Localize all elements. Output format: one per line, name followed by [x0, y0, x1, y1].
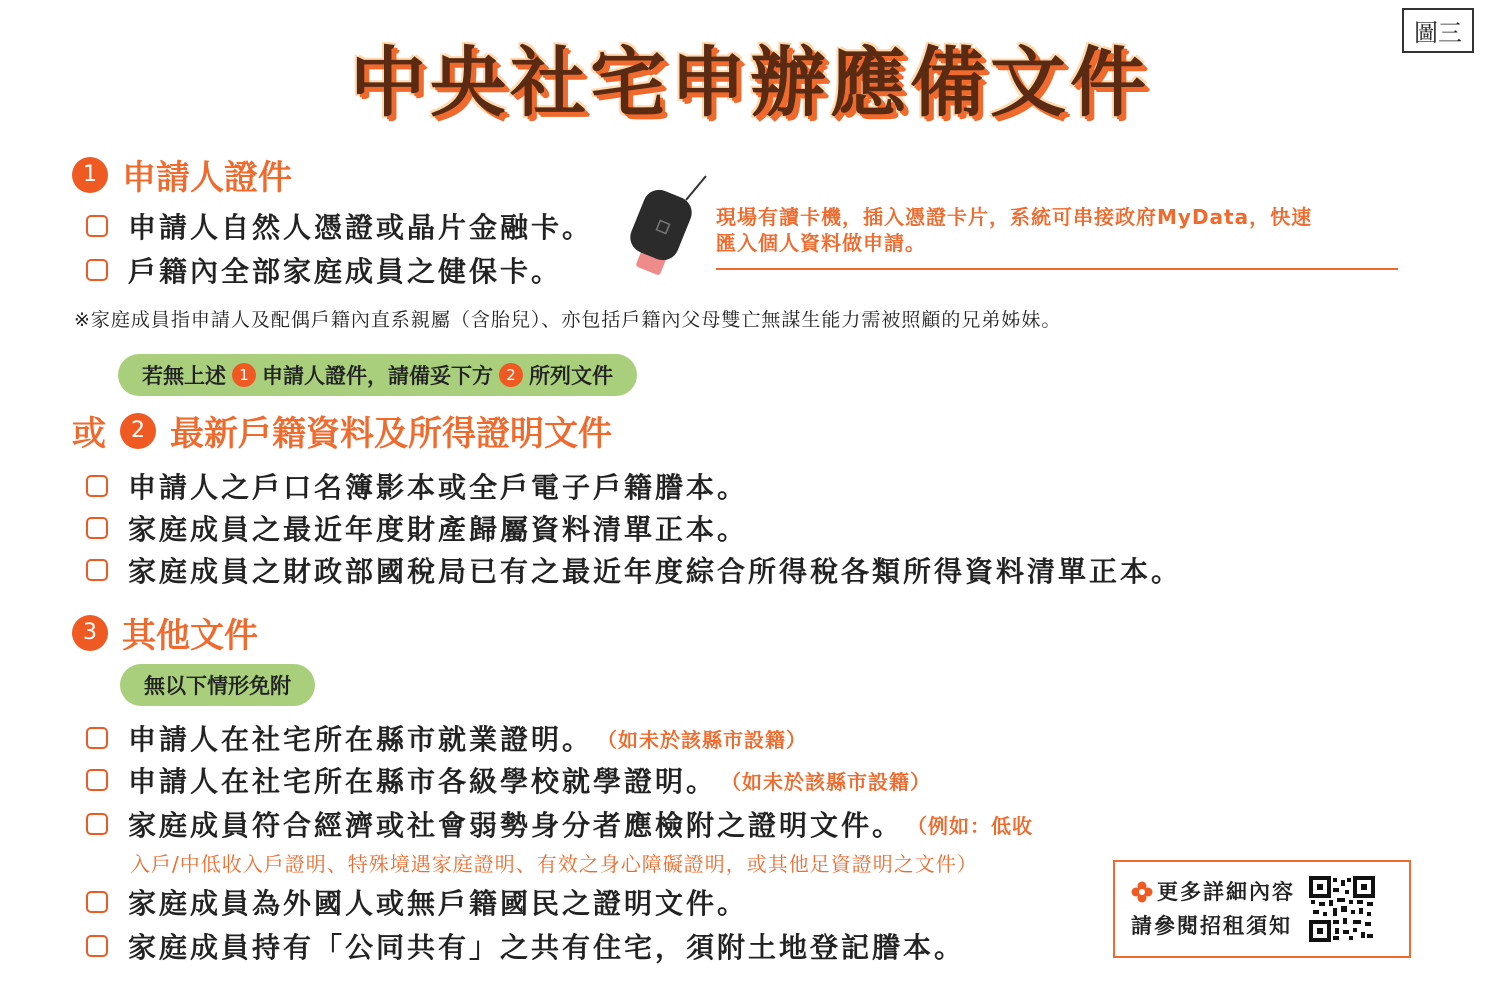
checkbox-icon: [86, 475, 108, 497]
checkbox-icon: [86, 215, 108, 237]
section1-number: 1: [72, 157, 108, 193]
alternative-pill: [118, 354, 637, 396]
note-underline: [716, 268, 1398, 270]
checkbox-icon: [86, 813, 108, 835]
item-text: 家庭成員持有「公同共有」之共有住宅，須附土地登記謄本。: [128, 931, 966, 964]
item-text: 申請人之戶口名簿影本或全戶電子戶籍謄本。: [128, 471, 749, 504]
section2-item-1: [86, 466, 748, 506]
section2-item-3: [86, 550, 1182, 590]
section1-item-1: [86, 206, 593, 246]
card-note-line2: 匯入個人資料做申請。: [716, 231, 926, 255]
checkbox-icon: [86, 891, 108, 913]
pill-text: 無以下情形免附: [144, 674, 291, 698]
section2-heading: [72, 406, 612, 455]
item-text: 申請人在社宅所在縣市就業證明。: [128, 723, 594, 756]
checkbox-icon: [86, 727, 108, 749]
item-note-continuation: 入戶/中低收入戶證明、特殊境遇家庭證明、有效之身心障礙證明，或其他足資證明之文件）: [130, 852, 978, 876]
section3-item-1: [86, 718, 807, 758]
section3-item-2: [86, 760, 931, 800]
card-note-line1: 現場有讀卡機，插入憑證卡片，系統可串接政府MyData，快速: [716, 205, 1313, 229]
section1-heading: [72, 150, 292, 199]
checkbox-icon: [86, 517, 108, 539]
pill-text: 所列文件: [529, 364, 613, 388]
checkbox-icon: [86, 935, 108, 957]
item-text: 家庭成員符合經濟或社會弱勢身分者應檢附之證明文件。: [128, 809, 904, 842]
more-info-text: [1131, 875, 1295, 943]
item-text: 戶籍內全部家庭成員之健保卡。: [128, 255, 563, 288]
checkbox-icon: [86, 769, 108, 791]
page-title: 中央社宅申辦應備文件: [350, 38, 1150, 127]
qr-code-icon[interactable]: [1309, 876, 1375, 942]
card-reader-note: [716, 204, 1406, 256]
section3-heading: [72, 608, 258, 657]
footnote: ※家庭成員指申請人及配偶戶籍內直系親屬（含胎兒）、亦包括戶籍內父母雙亡無謀生能力需被照顧的兄弟姊妹。: [74, 309, 1062, 331]
section3-item-3: [86, 804, 1033, 844]
more-info-line1: 更多詳細內容: [1157, 880, 1295, 904]
more-info-box: [1113, 860, 1411, 958]
item-note: （如未於該縣市設籍）: [721, 769, 932, 794]
flower-logo-icon: [1131, 881, 1153, 903]
section3-item-4: [86, 882, 748, 922]
item-text: 申請人在社宅所在縣市各級學校就學證明。: [128, 765, 718, 798]
item-text: 家庭成員之財政部國稅局已有之最近年度綜合所得稅各類所得資料清單正本。: [128, 555, 1183, 588]
item-text: 家庭成員之最近年度財產歸屬資料清單正本。: [128, 513, 749, 546]
section2-number: 2: [120, 413, 156, 449]
section3-title: 其他文件: [122, 616, 258, 656]
section1-item-2: [86, 250, 562, 290]
section2-item-2: [86, 508, 748, 548]
exemption-pill: [120, 664, 315, 706]
figure-label: 圖三: [1402, 8, 1474, 53]
item-note: （例如：低收: [907, 813, 1034, 838]
pill-number-1: 1: [232, 363, 256, 387]
item-text: 申請人自然人憑證或晶片金融卡。: [128, 211, 594, 244]
section2-title: 最新戶籍資料及所得證明文件: [170, 414, 612, 454]
checkbox-icon: [86, 559, 108, 581]
more-info-line2: 請參閱招租須知: [1131, 914, 1292, 938]
item-note: （如未於該縣市設籍）: [597, 727, 808, 752]
section1-title: 申請人證件: [122, 158, 292, 198]
section3-number: 3: [72, 615, 108, 651]
pill-text: 若無上述: [142, 364, 226, 388]
section3-item-5: [86, 926, 965, 966]
pill-text: 申請人證件，請備妥下方: [262, 364, 493, 388]
section2-prefix: 或: [72, 414, 106, 454]
pill-number-2: 2: [499, 363, 523, 387]
card-reader-icon: [624, 172, 714, 276]
checkbox-icon: [86, 259, 108, 281]
item-text: 家庭成員為外國人或無戶籍國民之證明文件。: [128, 887, 749, 920]
